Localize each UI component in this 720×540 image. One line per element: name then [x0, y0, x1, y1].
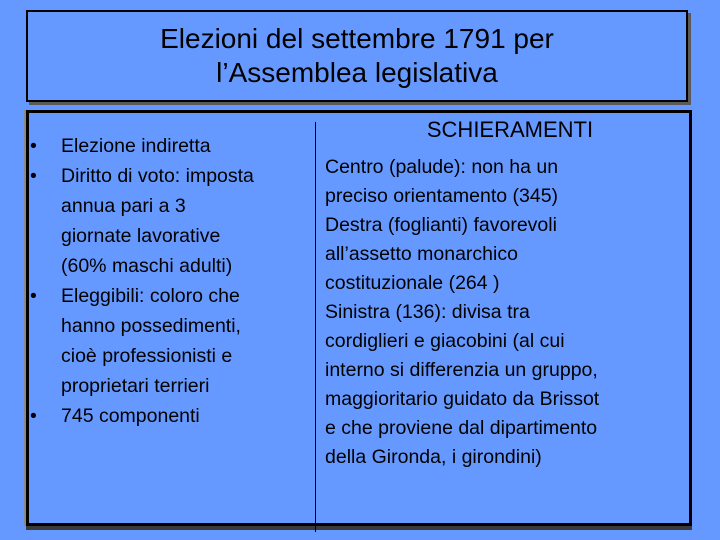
- bullet-line: annua pari a 3: [61, 195, 186, 217]
- bullet-item: [28, 281, 313, 401]
- paragraph-line: della Gironda, i girondini): [325, 446, 542, 468]
- column-divider: [315, 122, 316, 532]
- bullet-line: giornate lavorative: [61, 225, 221, 247]
- paragraph-line: cordiglieri e giacobini (al cui: [325, 330, 565, 352]
- bullet-item: [28, 401, 313, 431]
- bullet-line: 745 componenti: [61, 405, 200, 427]
- bullet-line: (60% maschi adulti): [61, 255, 233, 277]
- title-line-1: Elezioni del settembre 1791 per: [160, 23, 554, 54]
- bullet-item: [28, 161, 313, 281]
- bullet-item: [28, 131, 313, 161]
- paragraph-destra: [325, 211, 675, 298]
- bullet-line: cioè professionisti e: [61, 345, 233, 367]
- schieramenti-heading: SCHIERAMENTI: [426, 117, 594, 142]
- bullet-line: Elezione indiretta: [61, 135, 211, 157]
- slide-title: [160, 22, 554, 90]
- title-line-2: l’Assemblea legislativa: [216, 57, 498, 88]
- bullet-line: Diritto di voto: imposta: [61, 165, 254, 187]
- right-column: [325, 113, 675, 472]
- bullet-line: Eleggibili: coloro che: [61, 285, 240, 307]
- bullet-dot-icon: •: [30, 405, 37, 427]
- paragraph-line: Destra (foglianti) favorevoli: [325, 214, 557, 236]
- paragraph-line: Sinistra (136): divisa tra: [325, 301, 530, 323]
- paragraph-line: maggioritario guidato da Brissot: [325, 388, 600, 410]
- bullet-line: hanno possedimenti,: [61, 315, 241, 337]
- paragraph-sinistra: [325, 298, 675, 472]
- paragraph-line: preciso orientamento (345): [325, 185, 559, 207]
- bullet-line: proprietari terrieri: [61, 375, 210, 397]
- paragraph-line: e che proviene dal dipartimento: [325, 417, 598, 439]
- bullet-dot-icon: •: [30, 135, 37, 157]
- paragraph-line: interno si differenzia un gruppo,: [325, 359, 598, 381]
- paragraph-centro: [325, 153, 675, 211]
- bullet-dot-icon: •: [30, 285, 37, 307]
- paragraph-line: costituzionale (264 ): [325, 272, 500, 294]
- title-box: [26, 10, 688, 102]
- bullet-dot-icon: •: [30, 165, 37, 187]
- paragraph-line: Centro (palude): non ha un: [325, 156, 559, 178]
- left-bullet-list: [28, 131, 313, 431]
- paragraph-line: all’assetto monarchico: [325, 243, 518, 265]
